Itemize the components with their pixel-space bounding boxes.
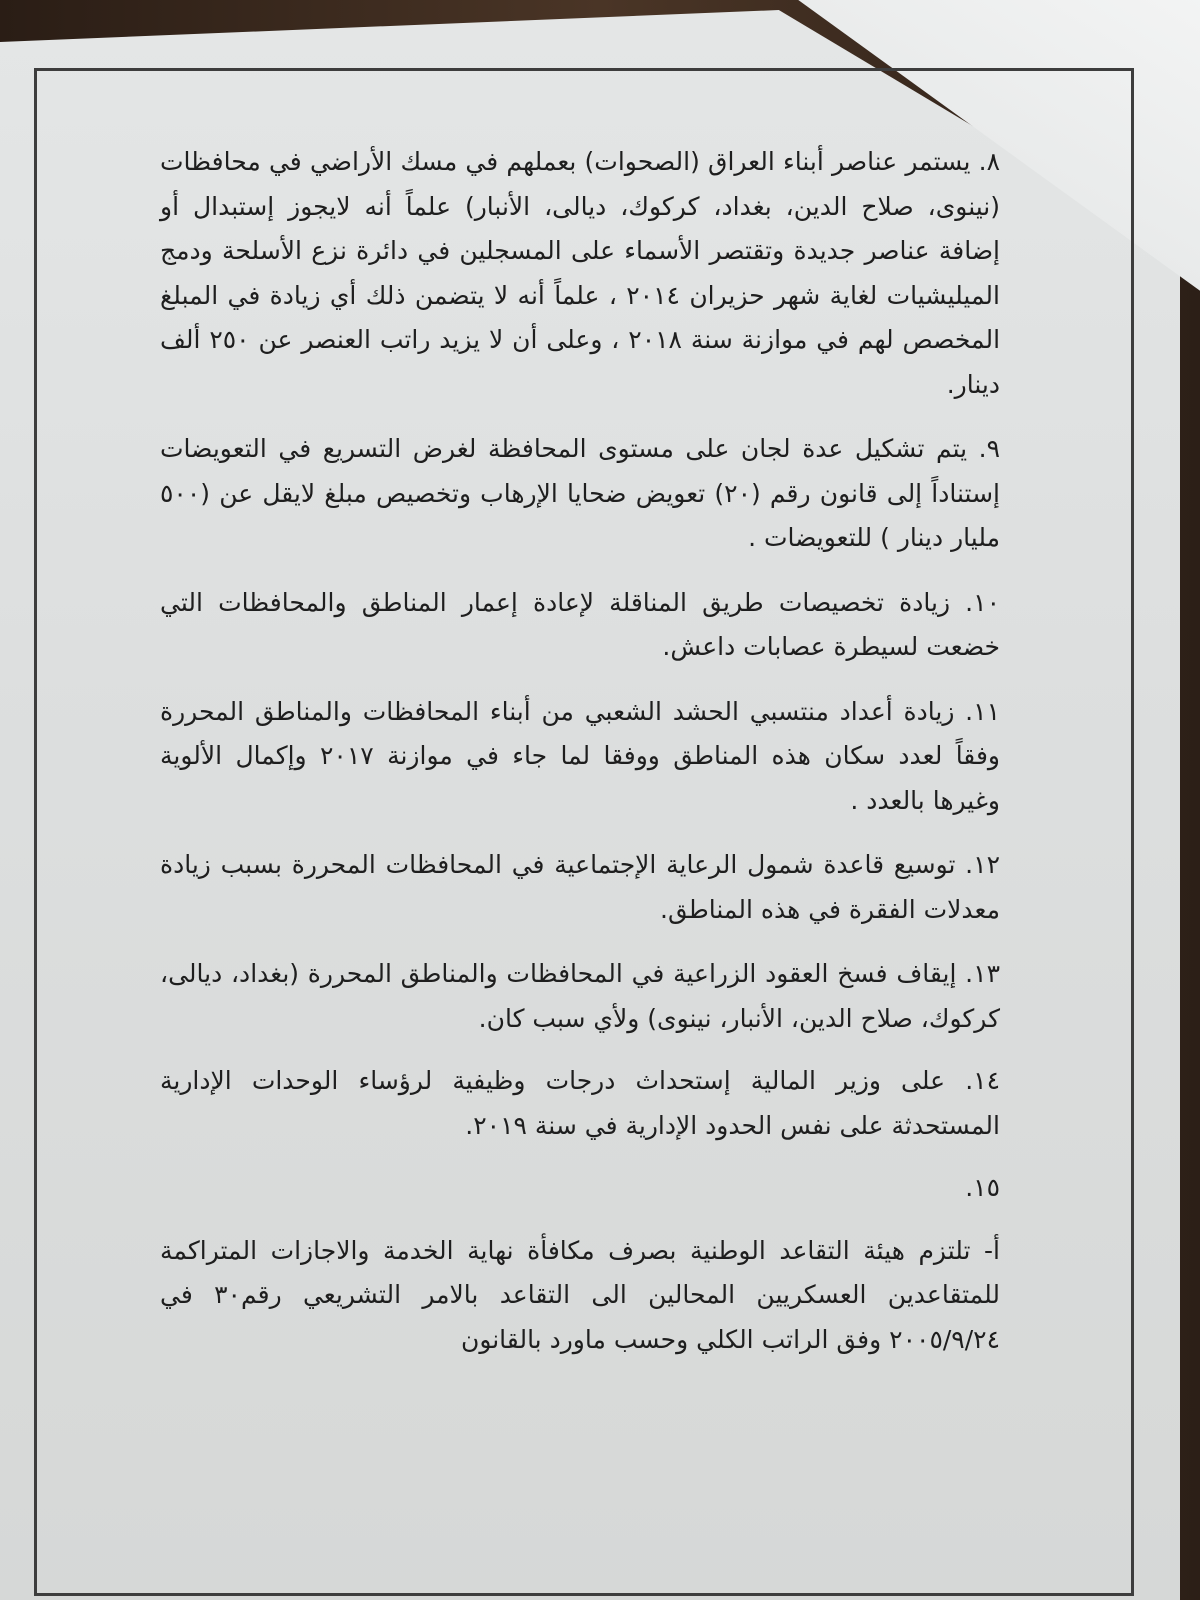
- paragraph-item-8: ٨. يستمر عناصر أبناء العراق (الصحوات) بعملهم في مسك الأراضي في محافظات (نينوى، صلاح الدين، بغداد، كركوك، ديالى، الأنبار) علماً أنه لايجوز إستبدال أو إضافة عناصر جديدة وتقتصر الأسماء على المسجلين في دائرة نزع الأسلحة ودمج الميليشيات لغاية شهر حزيران ٢٠١٤ ، علماً أنه لا يتضمن ذلك أي زيادة في المبلغ المخصص لهم في موازنة سنة ٢٠١٨ ، وعلى أن لا يزيد راتب العنصر عن ٢٥٠ ألف دينار.: [160, 147, 1001, 399]
- paragraph-item-14: ١٤. على وزير المالية إستحداث درجات وظيفية لرؤساء الوحدات الإدارية المستحدثة على نفس الحدود الإدارية في سنة ٢٠١٩.: [160, 1066, 1000, 1140]
- document-body: [160, 140, 1000, 1382]
- paragraph-item-13: ١٣. إيقاف فسخ العقود الزراعية في المحافظات والمناطق المحررة (بغداد، ديالى، كركوك، صلاح الدين، الأنبار، نينوى) ولأي سبب كان.: [160, 959, 1000, 1033]
- paragraph-item-10: ١٠. زيادة تخصيصات طريق المناقلة لإعادة إعمار المناطق والمحافظات التي خضعت لسيطرة عصابات داعش.: [160, 587, 1000, 661]
- paragraph-item-15: ١٥.: [965, 1173, 1000, 1202]
- paragraph-item-12: ١٢. توسيع قاعدة شمول الرعاية الإجتماعية في المحافظات المحررة بسبب زيادة معدلات الفقرة في هذه المناطق.: [160, 850, 1000, 924]
- paragraph-item-9: ٩. يتم تشكيل عدة لجان على مستوى المحافظة لغرض التسريع في التعويضات إستناداً إلى قانون رقم (٢٠) تعويض ضحايا الإرهاب وتخصيص مبلغ لايقل عن (٥٠٠ مليار دينار ) للتعويضات .: [160, 434, 1000, 552]
- paragraph-item-11: ١١. زيادة أعداد منتسبي الحشد الشعبي من أبناء المحافظات والمناطق المحررة وفقاً لعدد سكان هذه المناطق ووفقا لما جاء في موازنة ٢٠١٧ وإكمال الألوية وغيرها بالعدد .: [160, 696, 1000, 815]
- paragraph-item-15a: أ- تلتزم هيئة التقاعد الوطنية بصرف مكافأة نهاية الخدمة والاجازات المتراكمة للمتقاعدين العسكريين المحالين الى التقاعد بالامر التشريعي رقم٣٠ في ٢٠٠٥/٩/٢٤ وفق الراتب الكلي وحسب ماورد بالقانون: [160, 1235, 1000, 1354]
